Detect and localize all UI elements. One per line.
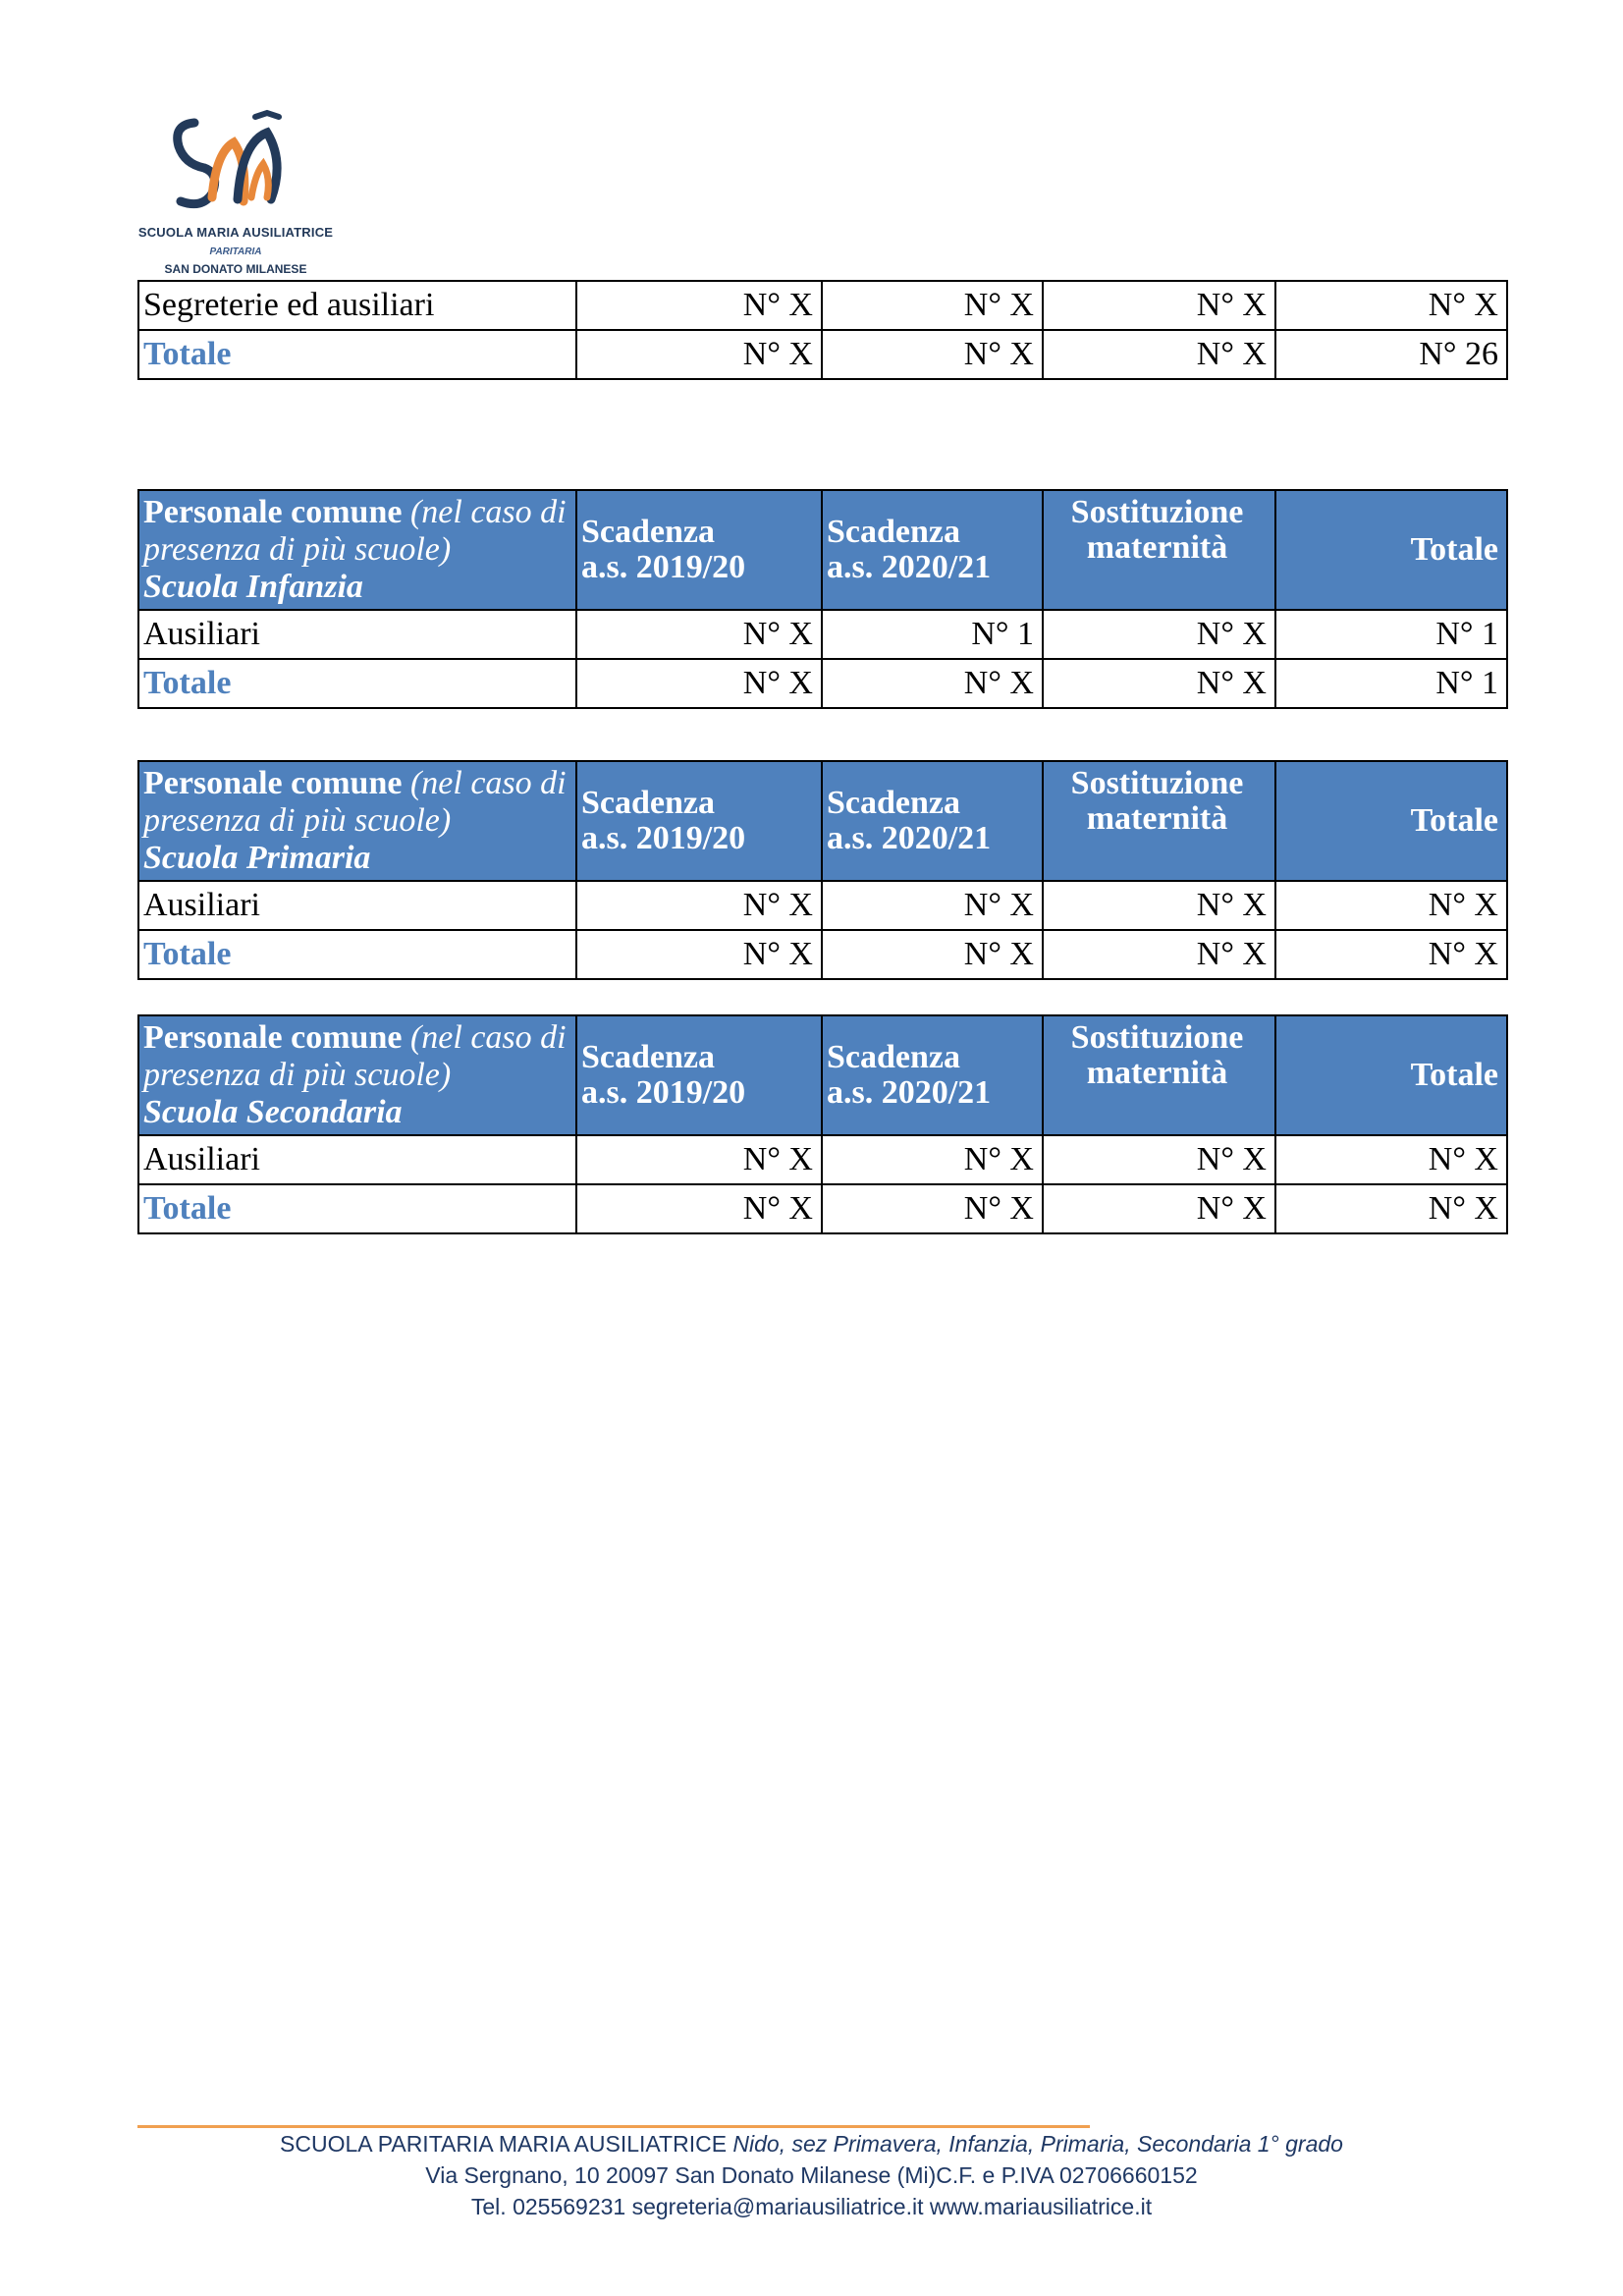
row-label: Ausiliari [138,610,576,659]
header-school: Scuola Primaria [143,840,371,876]
footer-address: Via Sergnano, 10 20097 San Donato Milanese (Mi)C.F. e P.IVA 02706660152 [425,2162,1198,2188]
staff-table-continuation [137,280,1508,380]
header-personale-bold: Personale comune [143,765,403,801]
table-row [138,610,1507,659]
header-personale-bold: Personale comune [143,1019,403,1056]
header-school: Scuola Secondaria [143,1094,403,1130]
cell-value: N° X [822,881,1043,930]
staff-table-secondaria [137,1014,1508,1234]
table-header [138,1015,1507,1135]
header-personale-bold: Personale comune [143,494,403,530]
cell-value: N° X [576,659,822,708]
header-scadenza-1: Scadenza a.s. 2019/20 [576,490,822,610]
cell-value: N° X [1275,1135,1507,1184]
staff-table-infanzia [137,489,1508,709]
table-header [138,761,1507,881]
footer-school-levels: Nido, sez Primavera, Infanzia, Primaria, Secondaria 1° grado [732,2131,1343,2157]
logo-line-2: PARITARIA [209,246,262,257]
footer-line-1 [0,2131,1623,2158]
cell-value: N° X [1043,1135,1275,1184]
cell-value: N° X [1275,1184,1507,1233]
cell-value: N° 1 [822,610,1043,659]
cell-value: N° X [576,881,822,930]
logo-line-1: SCUOLA MARIA AUSILIATRICE [137,225,334,240]
cell-value: N° X [576,610,822,659]
table-row [138,1135,1507,1184]
cell-value: N° X [576,930,822,979]
header-personale [138,761,576,881]
cell-value: N° X [1275,881,1507,930]
header-scadenza-2: Scadenza a.s. 2020/21 [822,761,1043,881]
cell-value: N° X [822,1184,1043,1233]
row-label-total: Totale [138,659,576,708]
cell-value: N° X [822,659,1043,708]
header-scadenza-2: Scadenza a.s. 2020/21 [822,1015,1043,1135]
row-label-total: Totale [138,330,576,379]
logo-line-3: SAN DONATO MILANESE [164,262,307,276]
header-personale-italic: (nel caso di presenza di più scuole) [143,1019,567,1093]
cell-value: N° X [822,281,1043,330]
school-logo [137,103,334,280]
header-sostituzione: Sostituzione maternità [1043,490,1275,610]
row-label-total: Totale [138,930,576,979]
sma-logo-icon [165,103,302,221]
header-totale: Totale [1275,761,1507,881]
cell-value: N° X [576,1135,822,1184]
cell-value: N° 1 [1275,659,1507,708]
row-label: Segreterie ed ausiliari [138,281,576,330]
cell-value: N° X [822,930,1043,979]
header-totale: Totale [1275,1015,1507,1135]
cell-value: N° 1 [1275,610,1507,659]
cell-value: N° X [576,1184,822,1233]
header-personale-italic: (nel caso di presenza di più scuole) [143,494,567,568]
header-personale [138,490,576,610]
header-sostituzione: Sostituzione maternità [1043,1015,1275,1135]
cell-value: N° X [1043,281,1275,330]
row-label: Ausiliari [138,881,576,930]
cell-value: N° X [822,1135,1043,1184]
cell-value: N° X [1043,659,1275,708]
cell-value: N° X [1275,930,1507,979]
header-scadenza-1: Scadenza a.s. 2019/20 [576,1015,822,1135]
header-personale-italic: (nel caso di presenza di più scuole) [143,765,567,839]
cell-value: N° X [576,281,822,330]
footer-divider [137,2125,1090,2128]
header-sostituzione: Sostituzione maternità [1043,761,1275,881]
cell-value: N° X [576,330,822,379]
cell-value: N° X [1043,930,1275,979]
cell-value: N° X [822,330,1043,379]
header-totale: Totale [1275,490,1507,610]
footer-contacts: Tel. 025569231 segreteria@mariausiliatrice.it www.mariausiliatrice.it [470,2194,1153,2219]
staff-table-primaria [137,760,1508,980]
table-row [138,1184,1507,1233]
cell-value: N° 26 [1275,330,1507,379]
header-scadenza-2: Scadenza a.s. 2020/21 [822,490,1043,610]
header-school: Scuola Infanzia [143,569,363,605]
table-row [138,881,1507,930]
cell-value: N° X [1043,1184,1275,1233]
header-personale [138,1015,576,1135]
row-label-total: Totale [138,1184,576,1233]
cell-value: N° X [1043,610,1275,659]
cell-value: N° X [1043,330,1275,379]
header-scadenza-1: Scadenza a.s. 2019/20 [576,761,822,881]
table-row [138,659,1507,708]
row-label: Ausiliari [138,1135,576,1184]
table-row [138,281,1507,330]
footer-school-name: SCUOLA PARITARIA MARIA AUSILIATRICE [280,2131,728,2157]
table-header [138,490,1507,610]
cell-value: N° X [1275,281,1507,330]
table-row [138,330,1507,379]
cell-value: N° X [1043,881,1275,930]
table-row [138,930,1507,979]
